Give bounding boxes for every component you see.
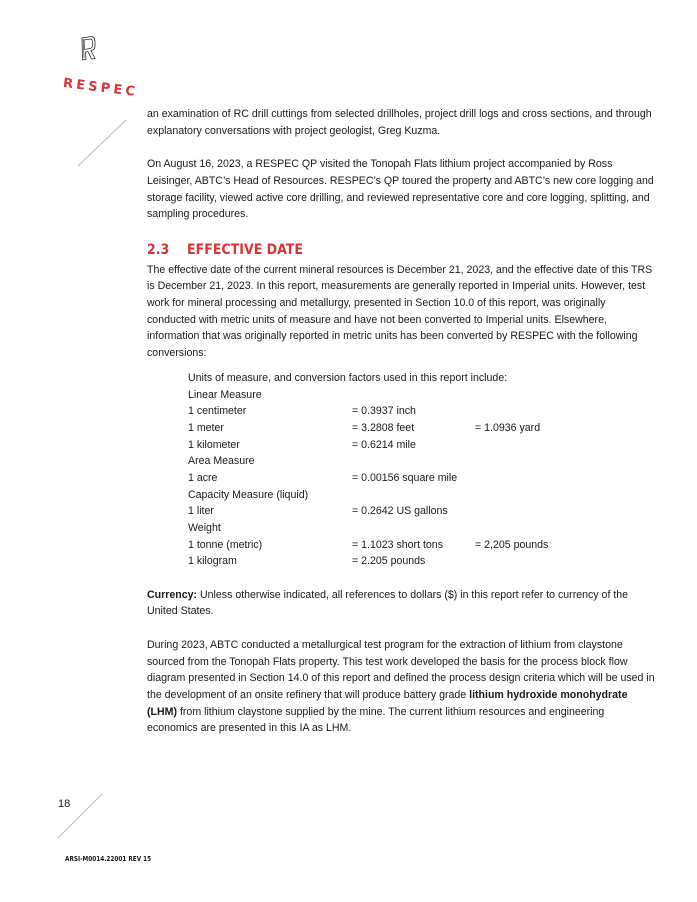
unit-row xyxy=(188,520,657,537)
section-title: EFFECTIVE DATE xyxy=(187,241,303,258)
unit-conversion: = 0.00156 square mile xyxy=(352,471,458,484)
unit-conversion: = 0.2642 US gallons xyxy=(352,505,448,518)
unit-row xyxy=(188,503,657,520)
unit-row xyxy=(188,470,657,487)
unit-row xyxy=(188,487,657,504)
unit-row xyxy=(188,420,657,437)
unit-name: 1 kilogram xyxy=(188,555,237,568)
currency-text: Unless otherwise indicated, all references to dollars ($) in this report refer to currency of the United States. xyxy=(147,588,629,618)
section-heading xyxy=(147,240,657,260)
currency-label: Currency: xyxy=(147,588,198,601)
section-number: 2.3 xyxy=(147,241,170,258)
units-intro: Units of measure, and conversion factors used in this report include: xyxy=(188,371,508,384)
respec-logo-icon xyxy=(78,30,118,80)
site-visit-paragraph: On August 16, 2023, a RESPEC QP visited the Tonopah Flats lithium project accompanied by Ross Leisinger, ABTC’s Head of Resources. RESPEC’s QP toured the property and ABTC’s new core logging and storage facility, viewed active core drilling, and reviewed representative core and core logging, splitting, and sampling procedures. xyxy=(147,158,654,221)
unit-alt-conversion xyxy=(475,453,595,470)
unit-alt-conversion xyxy=(475,487,595,504)
lhm-term: lithium hydroxide monohydrate (LHM) xyxy=(147,688,628,718)
unit-alt-conversion: = 1.0936 yard xyxy=(475,421,541,434)
unit-conversion: = 0.3937 inch xyxy=(352,405,416,418)
unit-name: 1 kilometer xyxy=(188,438,240,451)
metallurgy-text-2: from lithium claystone supplied by the mine. The current lithium resources and engineering economics are presented in this IA as LHM. xyxy=(147,705,605,735)
unit-name: Area Measure xyxy=(188,455,255,468)
unit-alt-conversion xyxy=(475,470,595,487)
metallurgy-text-1: During 2023, ABTC conducted a metallurgical test program for the extraction of lithium from claystone sourced from the Tonopah Flats property. This test work developed the basis for the process block flow diagram presented in Section 14.0 of this report and defined the process design criteria which will be used in the development of an onsite refinery that will produce battery grade xyxy=(147,638,655,701)
unit-row xyxy=(188,553,657,570)
unit-conversion xyxy=(352,520,475,537)
unit-alt-conversion xyxy=(475,403,595,420)
respec-wordmark: RESPEC xyxy=(62,76,139,101)
unit-conversion: = 2.205 pounds xyxy=(352,555,426,568)
unit-name: Linear Measure xyxy=(188,388,262,401)
intro-paragraph: an examination of RC drill cuttings from selected drillholes, project drill logs and cross sections, and through explanatory conversations with project geologist, Greg Kuzma. xyxy=(147,108,652,137)
unit-name: Weight xyxy=(188,522,221,534)
unit-alt-conversion xyxy=(475,437,595,454)
effective-date-paragraph: The effective date of the current mineral resources is December 21, 2023, and the effective date of this TRS is December 21, 2023. In this report, measurements are generally reported in Imperial units. However, test work for mineral processing and metallurgy, presented in Section 10.0 of this report, was originally conducted with metric units of measure and have not been converted to Imperial units. Elsewhere, information that was originally reported in metric units has been converted by RESPEC with the following conversions: xyxy=(147,263,653,360)
document-body xyxy=(147,106,657,754)
unit-row xyxy=(188,453,657,470)
unit-conversion: = 1.1023 short tons xyxy=(352,538,443,551)
unit-alt-conversion xyxy=(475,503,595,520)
unit-name: Capacity Measure (liquid) xyxy=(188,488,309,501)
document-code: ARSI-M0014.22001 REV 15 xyxy=(65,855,152,863)
unit-name: 1 tonne (metric) xyxy=(188,538,263,551)
unit-alt-conversion xyxy=(475,387,595,404)
unit-row xyxy=(188,537,657,554)
units-table xyxy=(188,370,657,570)
unit-conversion xyxy=(352,387,475,404)
currency-paragraph xyxy=(147,587,657,620)
unit-row xyxy=(188,437,657,454)
unit-alt-conversion xyxy=(475,520,595,537)
unit-alt-conversion xyxy=(475,553,595,570)
metallurgy-paragraph xyxy=(147,637,657,737)
unit-conversion xyxy=(352,453,475,470)
unit-name: 1 meter xyxy=(188,421,224,434)
unit-conversion: = 3.2808 feet xyxy=(352,421,415,434)
unit-alt-conversion: = 2,205 pounds xyxy=(475,538,549,551)
unit-conversion xyxy=(352,487,475,504)
unit-name: 1 liter xyxy=(188,505,214,518)
top-divider-slash xyxy=(76,118,128,168)
unit-row xyxy=(188,403,657,420)
unit-name: 1 centimeter xyxy=(188,405,247,418)
unit-name: 1 acre xyxy=(188,471,218,484)
unit-conversion: = 0.6214 mile xyxy=(352,438,416,451)
unit-row xyxy=(188,387,657,404)
page-number: 18 xyxy=(58,798,71,810)
